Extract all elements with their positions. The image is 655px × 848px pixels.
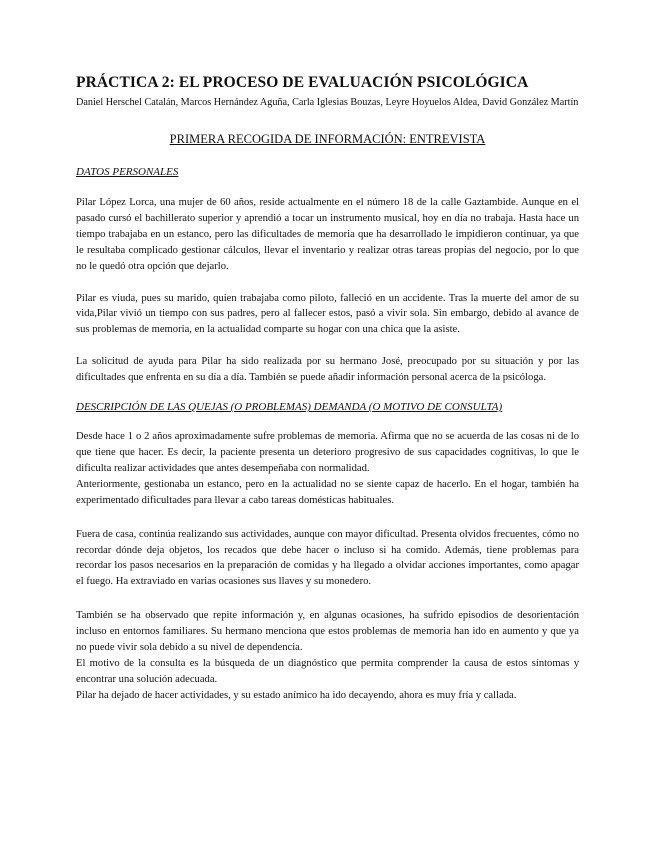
paragraph: La solicitud de ayuda para Pilar ha sido realizada por su hermano José, preocupado por su situación y por las dificultades que enfrenta en su día a día. También se puede añadir información personal acerca de la psicóloga. (76, 356, 579, 384)
paragraph: Pilar ha dejado de hacer actividades, y su estado anímico ha ido decayendo, ahora es muy fría y callada. (76, 689, 517, 701)
complaints-heading: DESCRIPCIÓN DE LAS QUEJAS (O PROBLEMAS) DEMANDA (O MOTIVO DE CONSULTA) (76, 401, 503, 414)
document-page (76, 73, 579, 704)
paragraph: Fuera de casa, continúa realizando sus actividades, aunque con mayor dificultad. Presenta olvidos frecuentes, cómo no recordar dónde deja objetos, los recados que debe hacer o incluso si ha comido. Además, tiene problemas para recordar los pasos necesarios en la preparación de comidas y ha llegado a olvidar acciones importantes, como apagar el fuego. Ha extraviado en varias ocasiones sus llaves y su monedero. (76, 528, 579, 588)
paragraph: También se ha observado que repite información y, en algunas ocasiones, ha sufrido episodios de desorientación incluso en entornos familiares. Su hermano menciona que estos problemas de memoria han ido en aumento y que ya no puede vivir sola debido a su nivel de dependencia. (76, 610, 579, 654)
document-title: PRÁCTICA 2: EL PROCESO DE EVALUACIÓN PSICOLÓGICA (76, 74, 529, 91)
paragraph: El motivo de la consulta es la búsqueda de un diagnóstico que permita comprender la causa de estos síntomas y encontrar una solución adecuada. (76, 657, 579, 685)
authors-line: Daniel Herschel Catalán, Marcos Hernández Aguña, Carla Iglesias Bouzas, Leyre Hoyuelos Aldea, David González Martín (76, 97, 579, 108)
paragraph: Desde hace 1 o 2 años aproximadamente sufre problemas de memoria. Afirma que no se acuerda de las cosas ni de lo que tiene que hacer. Es decir, la paciente presenta un deterioro progresivo de sus capacidades cognitivas, lo que le dificulta realizar actividades que antes desempeñaba con normalidad. (76, 431, 579, 474)
paragraph: Pilar es viuda, pues su marido, quien trabajaba como piloto, falleció en un accidente. Tras la muerte del amor de su vida,Pilar vivió un tiempo con sus padres, pero al fallecer estos, pasó a vivir sola. Sin embargo, debido al avance de sus problemas de memoria, en la actualidad comparte su hogar con una chica que la asiste. (76, 292, 579, 336)
paragraph: Pilar López Lorca, una mujer de 60 años, reside actualmente en el número 18 de la calle Gaztambide. Aunque en el pasado cursó el bachillerato superior y aprendió a tocar un instrumento musical, hoy en día no trabaja. Hasta hace un tiempo trabajaba en un estanco, pero las dificultades de memoria que ha desarrollado le impidieron continuar, ya que le resultaba complicado gestionar cálculos, llevar el inventario y realizar otras tareas propias del negocio, por lo que no le quedó otra opción que dejarlo. (76, 197, 579, 272)
paragraph: Anteriormente, gestionaba un estanco, pero en la actualidad no se siente capaz de hacerlo. En el hogar, también ha experimentado dificultades para llevar a cabo tareas domésticas habituales. (76, 478, 579, 506)
section-title: PRIMERA RECOGIDA DE INFORMACIÓN: ENTREVISTA (169, 132, 486, 146)
personal-data-heading: DATOS PERSONALES (76, 166, 179, 178)
